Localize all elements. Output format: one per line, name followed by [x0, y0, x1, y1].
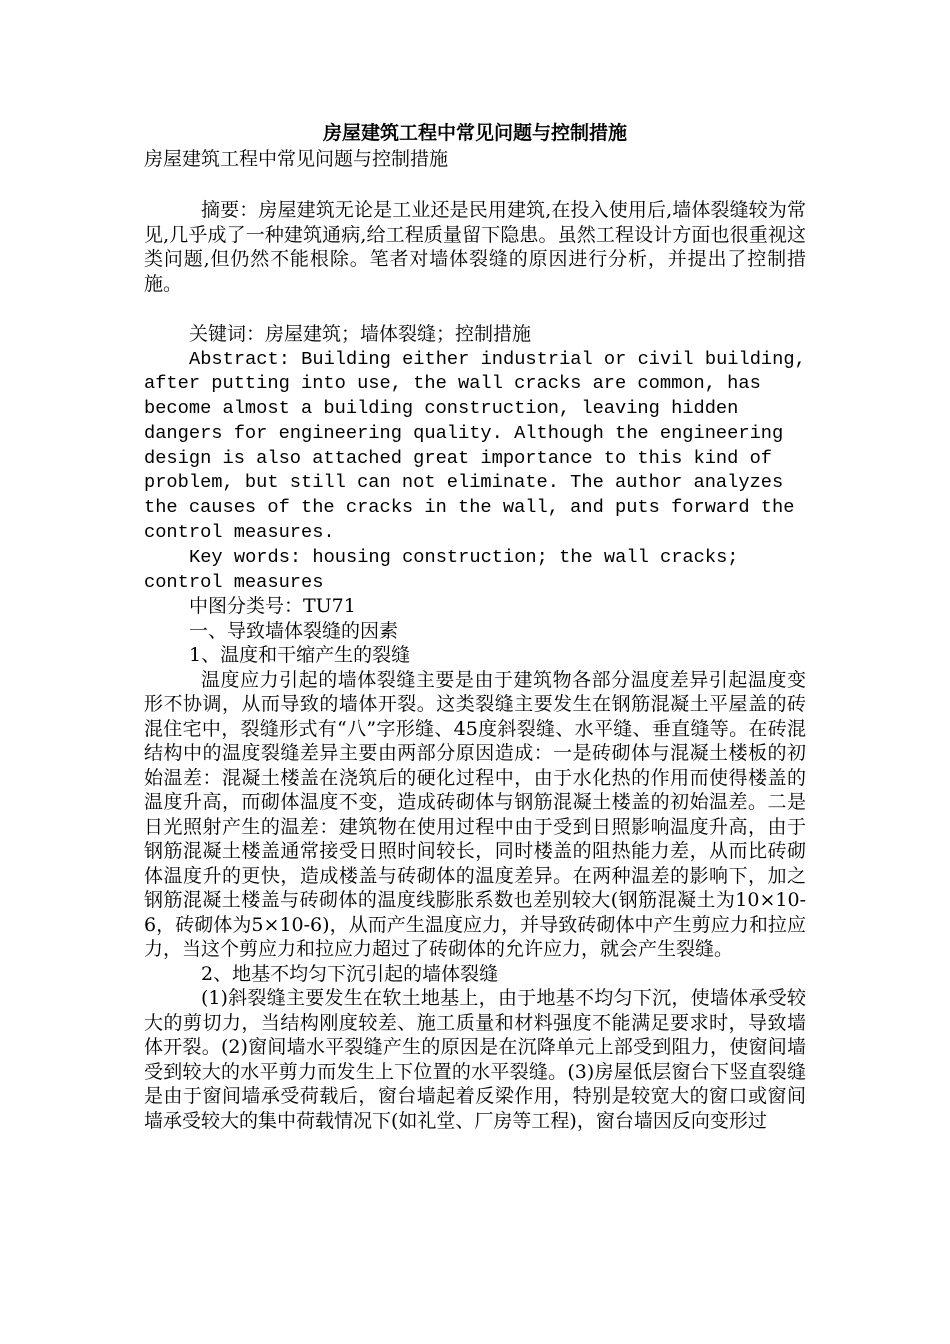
document-subtitle: 房屋建筑工程中常见问题与控制措施	[144, 148, 449, 170]
abstract-en: Abstract: Building either industrial or civil building, after putting into use, the wall cracks are common, has become almost a building construction, leaving hidden dangers for engineering quality. Although the engineering design is also attached great importance to this kind of problem, but still can not eliminate. The author analyzes the causes of the cracks in the wall, and puts forward the control measures.	[144, 347, 806, 544]
keywords-en: Key words: housing construction; the wall cracks; control measures	[144, 545, 739, 593]
classification-number: 中图分类号：TU71	[189, 595, 356, 618]
section-heading-1: 一、导致墙体裂缝的因素	[189, 619, 399, 642]
subsection-heading-2: 2、地基不均匀下沉引起的墙体裂缝	[201, 962, 499, 985]
subsection-body-1: 温度应力引起的墙体裂缝主要是由于建筑物各部分温度差异引起温度变形不协调，从而导致的墙体开裂。这类裂缝主要发生在钢筋混凝土平屋盖的砖混住宅中，裂缝形式有“八”字形缝、45度斜裂缝、水平缝、垂直缝等。在砖混结构中的温度裂缝差异主要由两部分原因造成：一是砖砌体与混凝土楼板的初始温差：混凝土楼盖在浇筑后的硬化过程中，由于水化热的作用而使得楼盖的温度升高，而砌体温度不变，造成砖砌体与钢筋混凝土楼盖的初始温差。二是日光照射产生的温差：建筑物在使用过程中由于受到日照影响温度升高，由于钢筋混凝土楼盖通常接受日照时间较长，同时楼盖的阻热能力差，从而比砖砌体温度升的更快，造成楼盖与砖砌体的温度差异。在两种温差的影响下，加之钢筋混凝土楼盖与砖砌体的温度线膨胀系数也差别较大(钢筋混凝土为10×10-6，砖砌体为5×10-6)，从而产生温度应力，并导致砖砌体中产生剪应力和拉应力，当这个剪应力和拉应力超过了砖砌体的允许应力，就会产生裂缝。	[144, 668, 806, 961]
keywords-cn: 关键词：房屋建筑；墙体裂缝；控制措施	[189, 323, 532, 345]
subsection-body-2: (1)斜裂缝主要发生在软土地基上，由于地基不均匀下沉，使墙体承受较大的剪切力，当结构刚度较差、施工质量和材料强度不能满足要求时，导致墙体开裂。(2)窗间墙水平裂缝产生的原因是在沉降单元上部受到阻力，使窗间墙受到较大的水平剪力而发生上下位置的水平裂缝。(3)房屋低层窗台下竖直裂缝是由于窗间墙承受荷载后，窗台墙起着反梁作用，特别是较宽大的窗口或窗间墙承受较大的集中荷载情况下(如礼堂、厂房等工程)，窗台墙因反向变形过	[144, 987, 806, 1132]
document-title: 房屋建筑工程中常见问题与控制措施	[322, 122, 627, 144]
subsection-heading-1: 1、温度和干缩产生的裂缝	[189, 644, 411, 667]
document-page	[144, 120, 806, 1133]
spacer	[144, 296, 806, 322]
abstract-cn: 摘要：房屋建筑无论是工业还是民用建筑,在投入使用后,墙体裂缝较为常见,几乎成了一种建筑通病,给工程质量留下隐患。虽然工程设计方面也很重视这类问题,但仍然不能根除。笔者对墙体裂缝的原因进行分析，并提出了控制措施。	[144, 199, 806, 295]
